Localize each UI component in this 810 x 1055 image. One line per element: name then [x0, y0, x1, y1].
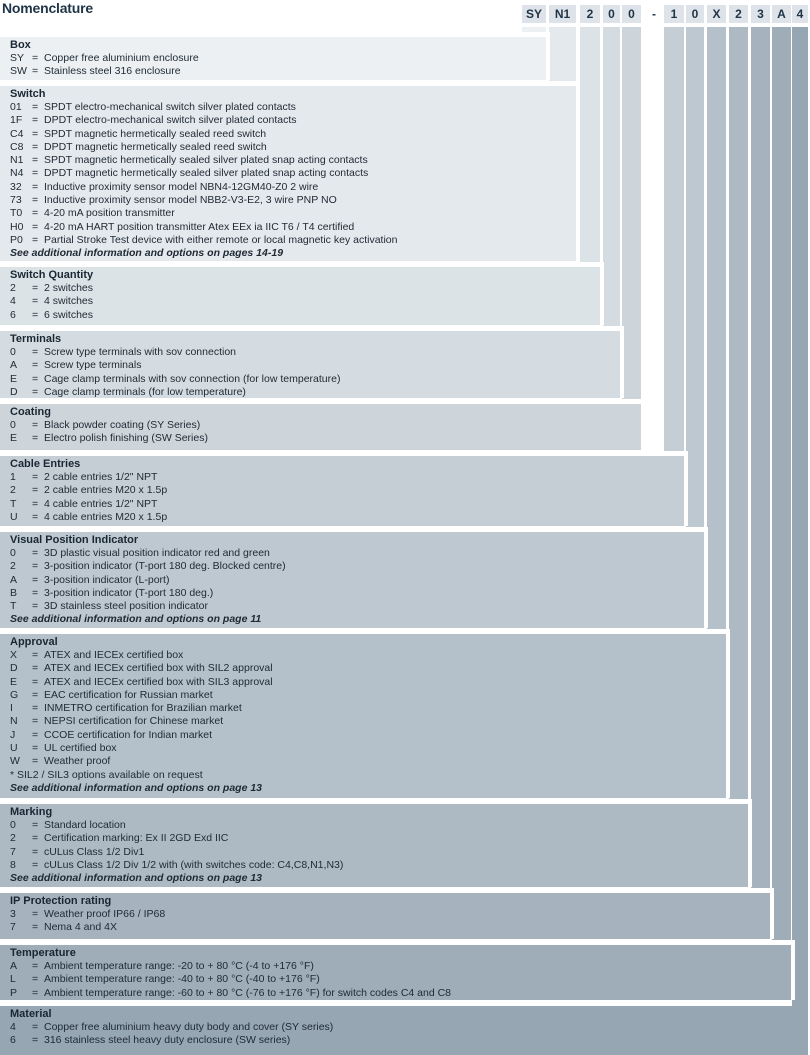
option-code: 4 [10, 295, 16, 308]
equals-sign: = [32, 921, 39, 934]
equals-sign: = [32, 497, 39, 510]
equals-sign: = [32, 960, 39, 972]
equals-sign: = [32, 600, 39, 613]
equals-sign: = [32, 908, 39, 920]
section-title: Switch Quantity [10, 269, 94, 281]
equals-sign: = [32, 52, 39, 64]
option-description: ATEX and IECEx certified box [44, 649, 184, 661]
option-row [10, 373, 620, 386]
option-row [10, 167, 576, 180]
option-description: Partial Stroke Test device with either remote or local magnetic key activation [44, 233, 398, 246]
option-description: 3-position indicator (L-port) [44, 573, 170, 586]
option-description: 6 switches [44, 308, 94, 321]
option-row [10, 832, 748, 845]
option-row [10, 234, 576, 247]
section-switch [0, 86, 576, 261]
section-marking [0, 804, 748, 887]
option-description: Stainless steel 316 enclosure [44, 65, 181, 78]
option-code: 73 [10, 194, 22, 207]
section-box [0, 37, 546, 80]
code-separator: - [652, 7, 656, 21]
section-title: Temperature [10, 947, 76, 959]
section-title: Coating [10, 406, 51, 418]
option-row [10, 859, 748, 872]
option-description: 4 cable entries 1/2" NPT [44, 497, 158, 510]
equals-sign: = [32, 858, 39, 871]
option-row [10, 101, 576, 114]
equals-sign: = [32, 715, 39, 728]
option-description: 4-20 mA position transmitter [44, 207, 175, 220]
equals-sign: = [32, 140, 39, 153]
option-row [10, 511, 684, 524]
option-code: 2 [10, 832, 16, 845]
equals-sign: = [32, 419, 39, 431]
equals-sign: = [32, 167, 39, 180]
option-code: SY [10, 52, 25, 64]
option-code: 7 [10, 845, 16, 858]
equals-sign: = [32, 832, 39, 845]
code-segment: SY [522, 5, 546, 23]
option-description: Copper free aluminium enclosure [44, 52, 199, 64]
option-description: 316 stainless steel heavy duty enclosure (SW series) [44, 1034, 291, 1047]
option-code: L [10, 973, 16, 986]
equals-sign: = [32, 819, 39, 831]
option-row [10, 359, 620, 372]
option-row [10, 715, 726, 728]
option-description: UL certified box [44, 742, 117, 755]
section-title: Visual Position Indicator [10, 534, 139, 546]
option-row [10, 742, 726, 755]
option-code: E [10, 432, 18, 445]
option-code: C4 [10, 127, 24, 140]
section-title: Marking [10, 806, 53, 818]
option-code: U [10, 510, 18, 523]
option-row [10, 921, 770, 934]
option-row [10, 600, 704, 613]
option-code: A [10, 573, 18, 586]
option-code: 8 [10, 858, 16, 871]
option-row [10, 560, 704, 573]
option-code: N [10, 715, 18, 728]
option-row [10, 662, 726, 675]
option-code: X [10, 649, 18, 661]
option-code: 1F [10, 114, 23, 127]
option-row [10, 432, 641, 445]
option-row [10, 498, 684, 511]
option-description: INMETRO certification for Brazilian market [44, 702, 242, 715]
option-description: DPDT magnetic hermetically sealed silver plated snap acting contacts [44, 167, 369, 180]
option-code: 0 [10, 819, 16, 831]
option-description: NEPSI certification for Chinese market [44, 715, 224, 728]
option-description: ATEX and IECEx certified box with SIL3 approval [44, 675, 273, 688]
option-row [10, 846, 748, 859]
equals-sign: = [32, 207, 39, 220]
option-description: Ambient temperature range: -20 to + 80 °C (-4 to +176 °F) [44, 960, 314, 972]
section-title: Terminals [10, 333, 62, 345]
equals-sign: = [32, 742, 39, 755]
equals-sign: = [32, 662, 39, 675]
option-code: 3 [10, 908, 16, 920]
option-description: Ambient temperature range: -40 to + 80 °C (-40 to +176 °F) [44, 973, 320, 986]
option-code: I [10, 702, 13, 715]
code-segment: 0 [622, 5, 641, 23]
section-temperature [0, 945, 791, 1000]
option-row [10, 547, 704, 560]
code-segment: A [772, 5, 791, 23]
option-row [10, 973, 791, 986]
option-code: G [10, 688, 19, 701]
option-description: 3-position indicator (T-port 180 deg. Blocked centre) [44, 560, 286, 573]
option-description: Weather proof [44, 755, 111, 768]
equals-sign: = [32, 385, 39, 398]
equals-sign: = [32, 127, 39, 140]
equals-sign: = [32, 154, 39, 167]
option-description: 3D plastic visual position indicator red and green [44, 547, 270, 559]
option-row [10, 128, 576, 141]
option-code: H0 [10, 220, 24, 233]
option-description: Cage clamp terminals (for low temperature) [44, 385, 246, 398]
option-description: cULus Class 1/2 Div 1/2 with (with switches code: C4,C8,N1,N3) [44, 858, 344, 871]
option-row [10, 755, 726, 768]
section-title: Cable Entries [10, 458, 81, 470]
option-row [10, 295, 600, 308]
option-description: Copper free aluminium heavy duty body and cover (SY series) [44, 1021, 334, 1033]
option-code: A [10, 960, 18, 972]
section-visual-position-indicator [0, 532, 704, 628]
option-description: 4 cable entries M20 x 1.5p [44, 510, 168, 523]
connector-column [751, 27, 770, 939]
option-row [10, 729, 726, 742]
code-segment: N1 [549, 5, 576, 23]
equals-sign: = [32, 101, 39, 113]
option-code: 32 [10, 180, 22, 193]
equals-sign: = [32, 547, 39, 559]
option-description: SPDT magnetic hermetically sealed silver plated snap acting contacts [44, 154, 368, 167]
option-row [10, 65, 546, 78]
equals-sign: = [32, 194, 39, 207]
option-row [10, 309, 600, 322]
option-code: 1 [10, 471, 16, 483]
option-description: 3-position indicator (T-port 180 deg.) [44, 586, 214, 599]
option-description: 4-20 mA HART position transmitter Atex EEx ia IIC T6 / T4 certified [44, 220, 355, 233]
see-more-note: See additional information and options on page 11 [10, 613, 262, 626]
option-code: T [10, 497, 17, 510]
equals-sign: = [32, 1021, 39, 1033]
equals-sign: = [32, 510, 39, 523]
code-segment: 4 [792, 5, 808, 23]
see-more-note: See additional information and options on page 13 [10, 872, 263, 885]
code-segment: 2 [729, 5, 748, 23]
option-row [10, 484, 684, 497]
option-code: T [10, 600, 17, 613]
option-code: 0 [10, 419, 16, 431]
code-segment: 0 [686, 5, 704, 23]
equals-sign: = [32, 573, 39, 586]
option-code: U [10, 742, 18, 755]
connector-column [772, 27, 791, 1000]
equals-sign: = [32, 986, 39, 999]
option-description: DPDT electro-mechanical switch silver plated contacts [44, 114, 297, 127]
section-switch-quantity [0, 267, 600, 325]
section-title: Approval [10, 636, 58, 648]
equals-sign: = [32, 308, 39, 321]
option-row [10, 689, 726, 702]
equals-sign: = [32, 675, 39, 688]
section-coating [0, 404, 641, 450]
option-row [10, 386, 620, 399]
equals-sign: = [32, 1034, 39, 1047]
equals-sign: = [32, 114, 39, 127]
option-row [10, 987, 791, 1000]
equals-sign: = [32, 973, 39, 986]
section-cable-entries [0, 456, 684, 526]
section-title: IP Protection rating [10, 895, 112, 907]
option-code: 7 [10, 921, 16, 934]
equals-sign: = [32, 845, 39, 858]
option-description: Weather proof IP66 / IP68 [44, 908, 166, 920]
option-code: 6 [10, 1034, 16, 1047]
connector-column [622, 27, 641, 450]
option-row [10, 702, 726, 715]
option-description: Ambient temperature range: -60 to + 80 °C (-76 to +176 °F) for switch codes C4 and C8 [44, 986, 452, 999]
section-material [0, 1006, 808, 1055]
option-description: 2 cable entries 1/2" NPT [44, 471, 158, 483]
option-description: Inductive proximity sensor model NBN4-12GM40-Z0 2 wire [44, 180, 319, 193]
option-row [10, 282, 600, 295]
equals-sign: = [32, 432, 39, 445]
equals-sign: = [32, 484, 39, 497]
equals-sign: = [32, 233, 39, 246]
see-more-note: See additional information and options on pages 14-19 [10, 247, 284, 260]
equals-sign: = [32, 728, 39, 741]
option-row [10, 819, 748, 832]
equals-sign: = [32, 688, 39, 701]
option-code: A [10, 359, 18, 372]
option-row [10, 960, 791, 973]
code-segment: 2 [580, 5, 600, 23]
option-description: Inductive proximity sensor model NBB2-V3-E2, 3 wire PNP NO [44, 194, 337, 207]
option-code: 0 [10, 346, 16, 358]
option-description: cULus Class 1/2 Div1 [44, 845, 145, 858]
option-row [10, 221, 576, 234]
option-row [10, 346, 620, 359]
equals-sign: = [32, 282, 39, 294]
see-more-note: See additional information and options on page 13 [10, 781, 263, 794]
option-row [10, 181, 576, 194]
equals-sign: = [32, 346, 39, 358]
section-approval [0, 634, 726, 798]
equals-sign: = [32, 471, 39, 483]
option-code: 2 [10, 282, 16, 294]
option-code: C8 [10, 140, 24, 153]
option-description: Certification marking: Ex II 2GD Exd IIC [44, 832, 229, 845]
equals-sign: = [32, 359, 39, 372]
equals-sign: = [32, 560, 39, 573]
equals-sign: = [32, 702, 39, 715]
section-title: Switch [10, 88, 46, 100]
section-title: Box [10, 39, 31, 51]
equals-sign: = [32, 65, 39, 78]
option-row [10, 207, 576, 220]
option-code: E [10, 372, 18, 385]
option-row [10, 52, 546, 65]
code-segment: 1 [664, 5, 684, 23]
option-code: N1 [10, 154, 24, 167]
option-code: D [10, 385, 18, 398]
option-description: Standard location [44, 819, 126, 831]
section-ip-protection-rating [0, 893, 770, 939]
code-segment: 0 [603, 5, 620, 23]
option-code: 01 [10, 101, 22, 113]
equals-sign: = [32, 220, 39, 233]
code-segment: 3 [751, 5, 770, 23]
equals-sign: = [32, 180, 39, 193]
equals-sign: = [32, 586, 39, 599]
option-row [10, 587, 704, 600]
option-row [10, 154, 576, 167]
option-row [10, 471, 684, 484]
option-description: SPDT electro-mechanical switch silver plated contacts [44, 101, 296, 113]
option-code: T0 [10, 207, 23, 220]
option-description: 3D stainless steel position indicator [44, 600, 209, 613]
option-row [10, 141, 576, 154]
option-row [10, 114, 576, 127]
section-title: Material [10, 1008, 52, 1020]
section-terminals [0, 331, 620, 398]
option-code: 4 [10, 1021, 16, 1033]
option-code: SW [10, 65, 27, 78]
option-code: 6 [10, 308, 16, 321]
option-description: 2 cable entries M20 x 1.5p [44, 484, 168, 497]
option-row [10, 676, 726, 689]
option-description: Screw type terminals with sov connection [44, 346, 236, 358]
option-row [10, 1021, 808, 1034]
option-code: N4 [10, 167, 24, 180]
equals-sign: = [32, 649, 39, 661]
option-description: Nema 4 and 4X [44, 921, 117, 934]
option-row [10, 419, 641, 432]
option-description: 2 switches [44, 282, 94, 294]
option-code: 2 [10, 484, 16, 497]
footnote: * SIL2 / SIL3 options available on request [10, 768, 203, 781]
option-description: CCOE certification for Indian market [44, 728, 213, 741]
option-code: 0 [10, 547, 16, 559]
equals-sign: = [32, 372, 39, 385]
option-code: E [10, 675, 18, 688]
option-description: Black powder coating (SY Series) [44, 419, 201, 431]
option-code: W [10, 755, 20, 768]
option-description: 4 switches [44, 295, 94, 308]
option-code: D [10, 662, 18, 675]
option-code: P [10, 986, 18, 999]
option-description: EAC certification for Russian market [44, 688, 213, 701]
option-row [10, 1034, 808, 1047]
option-row [10, 194, 576, 207]
option-description: ATEX and IECEx certified box with SIL2 approval [44, 662, 273, 675]
option-code: J [10, 728, 16, 741]
option-code: B [10, 586, 18, 599]
option-row [10, 574, 704, 587]
code-segment: X [707, 5, 726, 23]
option-description: SPDT magnetic hermetically sealed reed switch [44, 127, 267, 140]
connector-column [792, 27, 808, 1055]
option-code: 2 [10, 560, 16, 573]
page-title: Nomenclature [2, 0, 93, 16]
option-description: Electro polish finishing (SW Series) [44, 432, 208, 445]
connector-column [729, 27, 748, 887]
option-description: Screw type terminals [44, 359, 142, 372]
equals-sign: = [32, 755, 39, 768]
option-row [10, 908, 770, 921]
equals-sign: = [32, 295, 39, 308]
option-code: P0 [10, 233, 23, 246]
option-description: Cage clamp terminals with sov connection (for low temperature) [44, 372, 341, 385]
option-description: DPDT magnetic hermetically sealed reed switch [44, 140, 267, 153]
option-row [10, 649, 726, 662]
